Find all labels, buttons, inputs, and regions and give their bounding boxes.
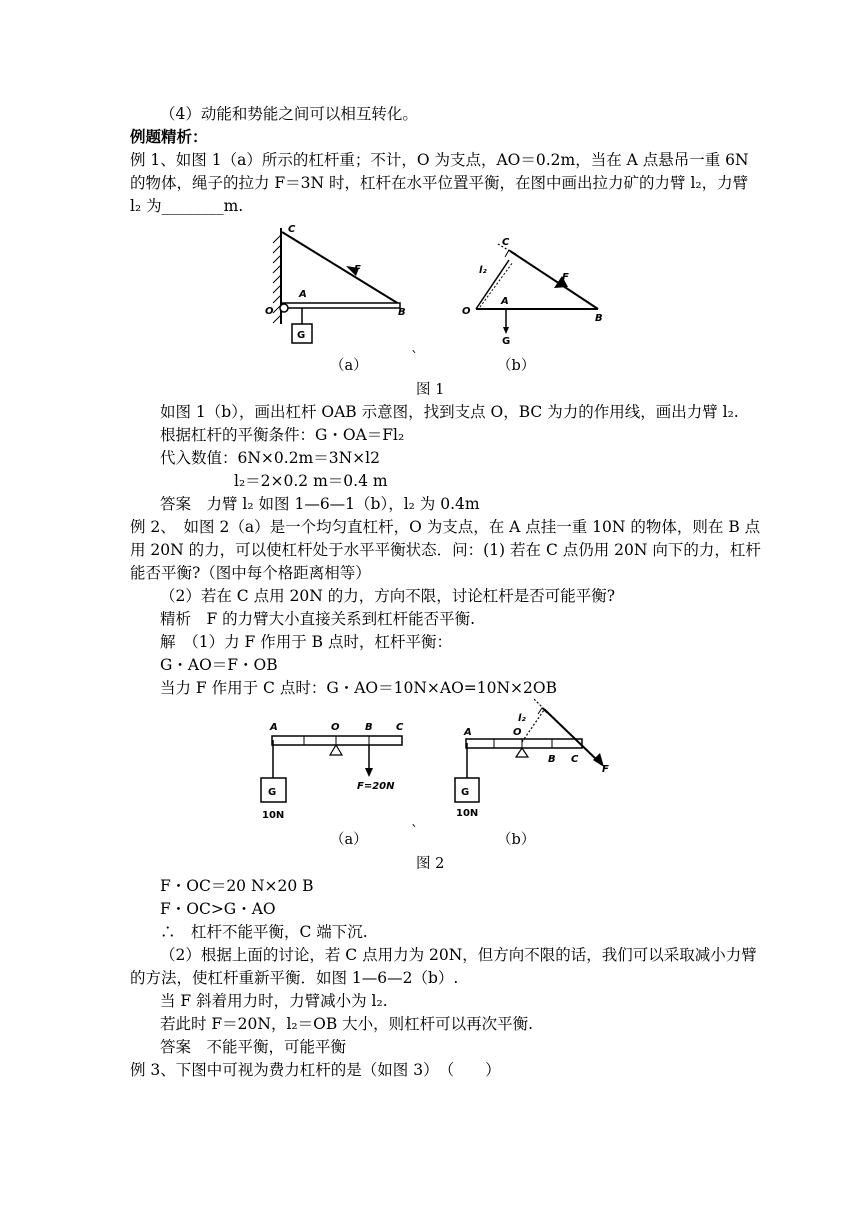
point-label-a: A xyxy=(501,296,509,307)
text-line: ∴ 杠杆不能平衡，C 端下沉. xyxy=(160,923,368,941)
figure-label-a: （a） xyxy=(330,358,368,374)
point-label-o: O xyxy=(513,727,522,738)
text-line: 根据杠杆的平衡条件：G・OA＝Fl₂ xyxy=(160,426,405,444)
arm-label-l2: l₂ xyxy=(518,713,526,724)
point-label-b: B xyxy=(398,307,406,318)
text-line: 解 （1）力 F 作用于 B 点时，杠杆平衡： xyxy=(160,633,452,651)
figure-caption: 图 2 xyxy=(416,856,445,872)
text-line: 能否平衡?（图中每个格距离相等） xyxy=(130,564,371,582)
text-line: （4）动能和势能之间可以相互转化。 xyxy=(160,105,418,123)
text-line: 用 20N 的力，可以使杠杆处于水平平衡状态．问：(1) 若在 C 点仍用 20N 向下的力，杠杆 xyxy=(130,541,761,559)
text-line: 代入数值：6N×0.2m＝3N×l2 xyxy=(160,449,380,467)
tick-mark: ` xyxy=(411,350,419,366)
tick-mark: ` xyxy=(411,824,419,840)
text-line: 的方法，使杠杆重新平衡．如图 1—6—2（b）. xyxy=(130,969,459,987)
equation-line: F・OC>G・AO xyxy=(160,900,276,918)
weight-label-g: G xyxy=(502,336,511,347)
equation-line: G・AO＝F・OB xyxy=(160,656,278,674)
weight-value: 10N xyxy=(456,808,479,819)
point-label-o: O xyxy=(462,306,471,317)
section-heading: 例题精析： xyxy=(130,127,208,146)
force-label: F=20N xyxy=(357,781,395,792)
equation-line: F・OC＝20 N×20 B xyxy=(160,877,314,895)
point-label-a: A xyxy=(299,289,307,300)
text-line: 的物体，绳子的拉力 F＝3N 时，杠杆在水平位置平衡，在图中画出拉力矿的力臂 l₂，力臂 xyxy=(130,174,749,192)
text-line: 例 2、 如图 2（a）是一个均匀直杠杆，O 为支点，在 A 点挂一重 10N 的物体，则在 B 点 xyxy=(130,518,761,536)
figure-label-a: （a） xyxy=(330,832,368,848)
weight-label-g: G xyxy=(297,330,306,341)
text-line: l₂ 为________m. xyxy=(130,197,244,215)
figure-label-b: （b） xyxy=(497,358,536,374)
point-label-b: B xyxy=(595,313,603,324)
point-label-b: B xyxy=(365,722,373,733)
figure-label-b: （b） xyxy=(497,832,536,848)
weight-label-g: G xyxy=(268,787,277,798)
point-label-c: C xyxy=(571,754,579,765)
text-line: 例 3、下图中可视为费力杠杆的是（如图 3） （ ） xyxy=(130,1061,501,1079)
point-label-c: C xyxy=(288,224,296,235)
force-label-f: F xyxy=(602,764,609,775)
text-line: 例 1、如图 1（a）所示的杠杆重；不计，O 为支点，AO＝0.2m，当在 A 点悬吊一重 6N xyxy=(130,151,749,169)
point-label-o: O xyxy=(331,722,340,733)
answer-line: 答案 不能平衡，可能平衡 xyxy=(160,1038,347,1056)
point-label-a: A xyxy=(464,727,472,738)
point-label-o: O xyxy=(265,306,274,317)
weight-value: 10N xyxy=(262,810,285,821)
point-label-a: A xyxy=(270,722,278,733)
text-line: 如图 1（b），画出杠杆 OAB 示意图，找到支点 O，BC 为力的作用线，画出力臂 l₂. xyxy=(160,403,739,421)
force-label-f: F xyxy=(562,272,569,283)
point-label-b: B xyxy=(548,754,556,765)
text-line: l₂＝2×0.2 m＝0.4 m xyxy=(234,472,388,490)
force-label-f: F xyxy=(354,264,361,275)
text-line: 当力 F 作用于 C 点时：G・AO＝10N×AO=10N×2OB xyxy=(160,679,557,697)
text-line: （2）根据上面的讨论，若 C 点用力为 20N，但方向不限的话，我们可以采取减小力臂 xyxy=(160,946,757,964)
point-label-c: C xyxy=(502,237,510,248)
point-label-c: C xyxy=(396,722,404,733)
answer-line: 答案 力臂 l₂ 如图 1—6—1（b），l₂ 为 0.4m xyxy=(160,495,480,513)
text-line: 当 F 斜着用力时，力臂减小为 l₂. xyxy=(160,992,388,1010)
text-line: 精析 F 的力臂大小直接关系到杠杆能否平衡. xyxy=(160,610,476,628)
weight-label-g: G xyxy=(461,787,470,798)
arm-label-l2: l₂ xyxy=(479,265,487,276)
text-line: （2）若在 C 点用 20N 的力，方向不限，讨论杠杆是否可能平衡? xyxy=(160,587,616,605)
figure-caption: 图 1 xyxy=(416,382,445,398)
text-line: 若此时 F＝20N，l₂＝OB 大小，则杠杆可以再次平衡. xyxy=(160,1015,534,1033)
